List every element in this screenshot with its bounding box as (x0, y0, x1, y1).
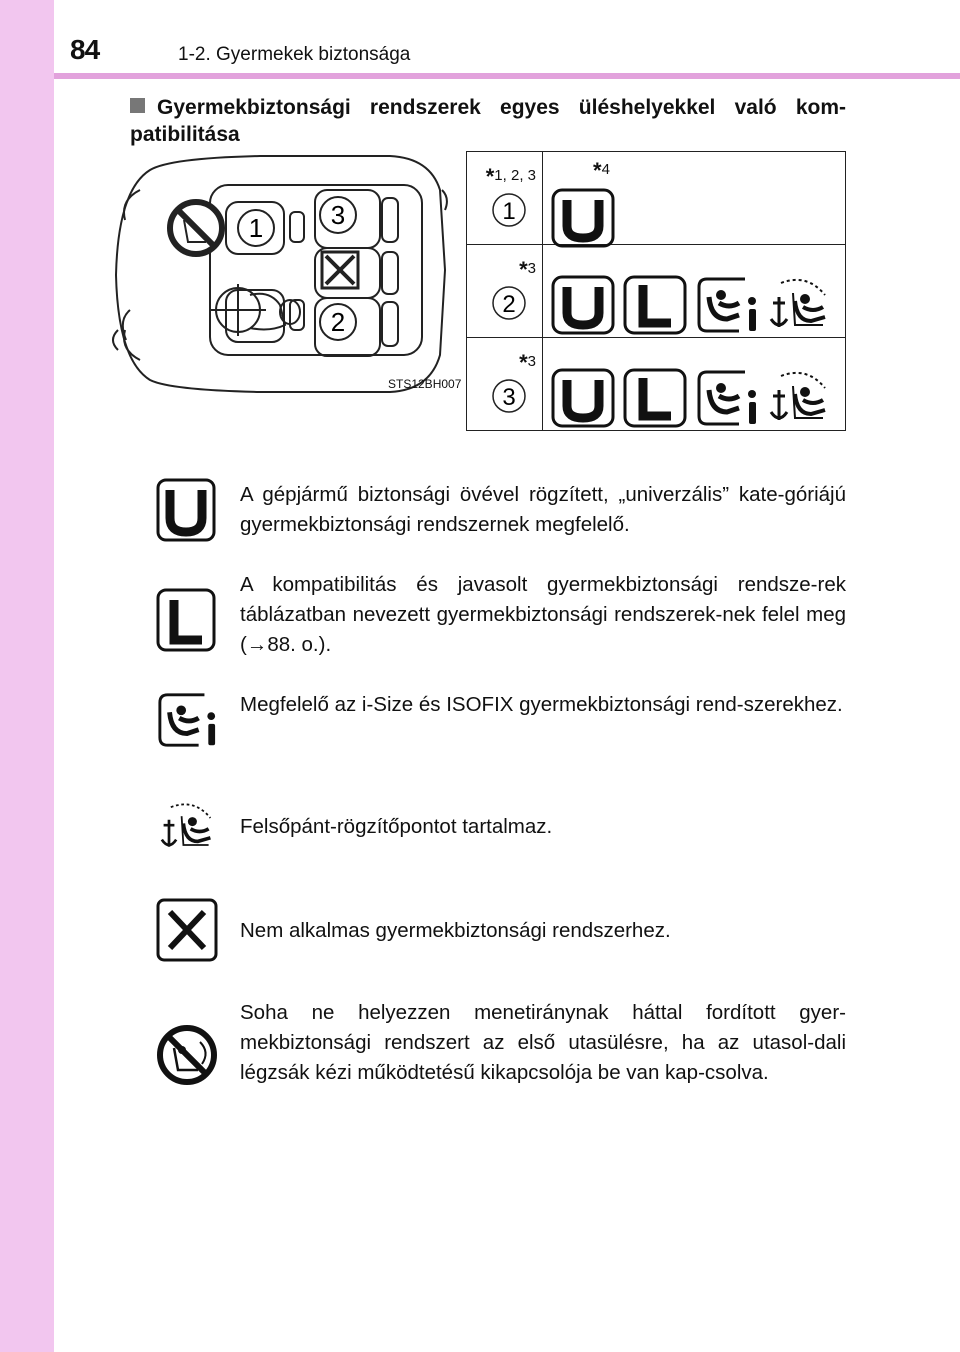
driver-figure (210, 284, 300, 336)
legend-item-l (156, 573, 846, 672)
footnote-marker: *1, 2, 3 (485, 164, 536, 189)
no-rear-facing-icon (170, 202, 222, 254)
legend-text: A kompatibilitás és javasolt gyermekbiztonsági rendsze-rek táblázatban nevezett gyermekbiztonsági rendszerek-nek felel meg (→88. o.). (240, 573, 846, 656)
universal-icon (551, 368, 615, 428)
figure-code: STS12BH007 (388, 377, 462, 391)
top-tether-icon (767, 275, 831, 335)
seat-cell-3 (467, 338, 543, 431)
seat-number-1 (491, 192, 527, 228)
svg-text:3: 3 (502, 384, 516, 411)
legend-item-no-rear-facing (156, 1001, 846, 1126)
compatibility-table (466, 151, 846, 431)
legend-item-isofix (156, 688, 846, 758)
isofix-icon (695, 368, 759, 428)
legend-text: Megfelelő az i-Size és ISOFIX gyermekbiztonsági rend-szerekhez. (240, 693, 843, 716)
icons-cell-3 (543, 338, 846, 431)
isofix-icon (695, 275, 759, 335)
not-suitable-icon (156, 898, 218, 962)
svg-text:2: 2 (502, 291, 516, 318)
seat-label-3: 3 (330, 200, 346, 230)
side-color-band (0, 0, 54, 1352)
table-row (467, 152, 846, 245)
seat-number-3 (491, 378, 527, 414)
seat-cell-1 (467, 152, 543, 245)
legend-text: Felsőpánt-rögzítőpontot tartalmaz. (240, 815, 553, 838)
universal-icon (156, 478, 216, 542)
svg-text:1: 1 (502, 198, 516, 225)
icons-cell-2 (543, 245, 846, 338)
icons-cell-1 (543, 152, 846, 245)
legend-item-universal (156, 478, 846, 548)
top-tether-icon (767, 368, 831, 428)
legend-item-top-tether (156, 800, 846, 854)
no-rear-facing-icon (156, 1024, 218, 1086)
universal-icon (551, 275, 615, 335)
legend-text: A gépjármű biztonsági övével rögzített, „univerzális” kate-góriájú gyermekbiztonsági rendszernek megfelelő. (240, 483, 846, 536)
car-seat-diagram (110, 150, 450, 400)
top-tether-icon (156, 800, 218, 854)
footnote-marker: *3 (519, 257, 536, 282)
seat-label-2: 2 (330, 307, 346, 337)
section-heading: Gyermekbiztonsági rendszerek egyes üléshelyekkel való kom-patibilitása (130, 96, 846, 146)
table-row (467, 245, 846, 338)
legend-text: Nem alkalmas gyermekbiztonsági rendszerhez. (240, 919, 671, 942)
seat-number-2 (491, 285, 527, 321)
heading-bullet-icon (130, 98, 145, 113)
running-head: 1-2. Gyermekek biztonsága (178, 44, 411, 65)
not-suitable-icon (322, 252, 358, 288)
header-rule (54, 73, 960, 79)
legend-text: Soha ne helyezzen menetiránynak háttal fordított gyer-mekbiztonsági rendszert az első utasülésre, ha az utasol-dali légzsák kézi működtetésű kikapcsolója be van kap-csolva. (240, 1001, 846, 1084)
isofix-icon (156, 688, 218, 752)
seat-label-1: 1 (248, 213, 264, 243)
footnote-marker: *3 (519, 350, 536, 375)
l-icon (623, 275, 687, 335)
l-icon (156, 588, 216, 652)
universal-icon (551, 188, 615, 248)
seat-cell-2 (467, 245, 543, 338)
page-number: 84 (70, 34, 100, 65)
l-icon (623, 368, 687, 428)
footnote-marker-4: *4 (593, 158, 610, 183)
legend-item-not-suitable (156, 898, 846, 964)
table-row (467, 338, 846, 431)
